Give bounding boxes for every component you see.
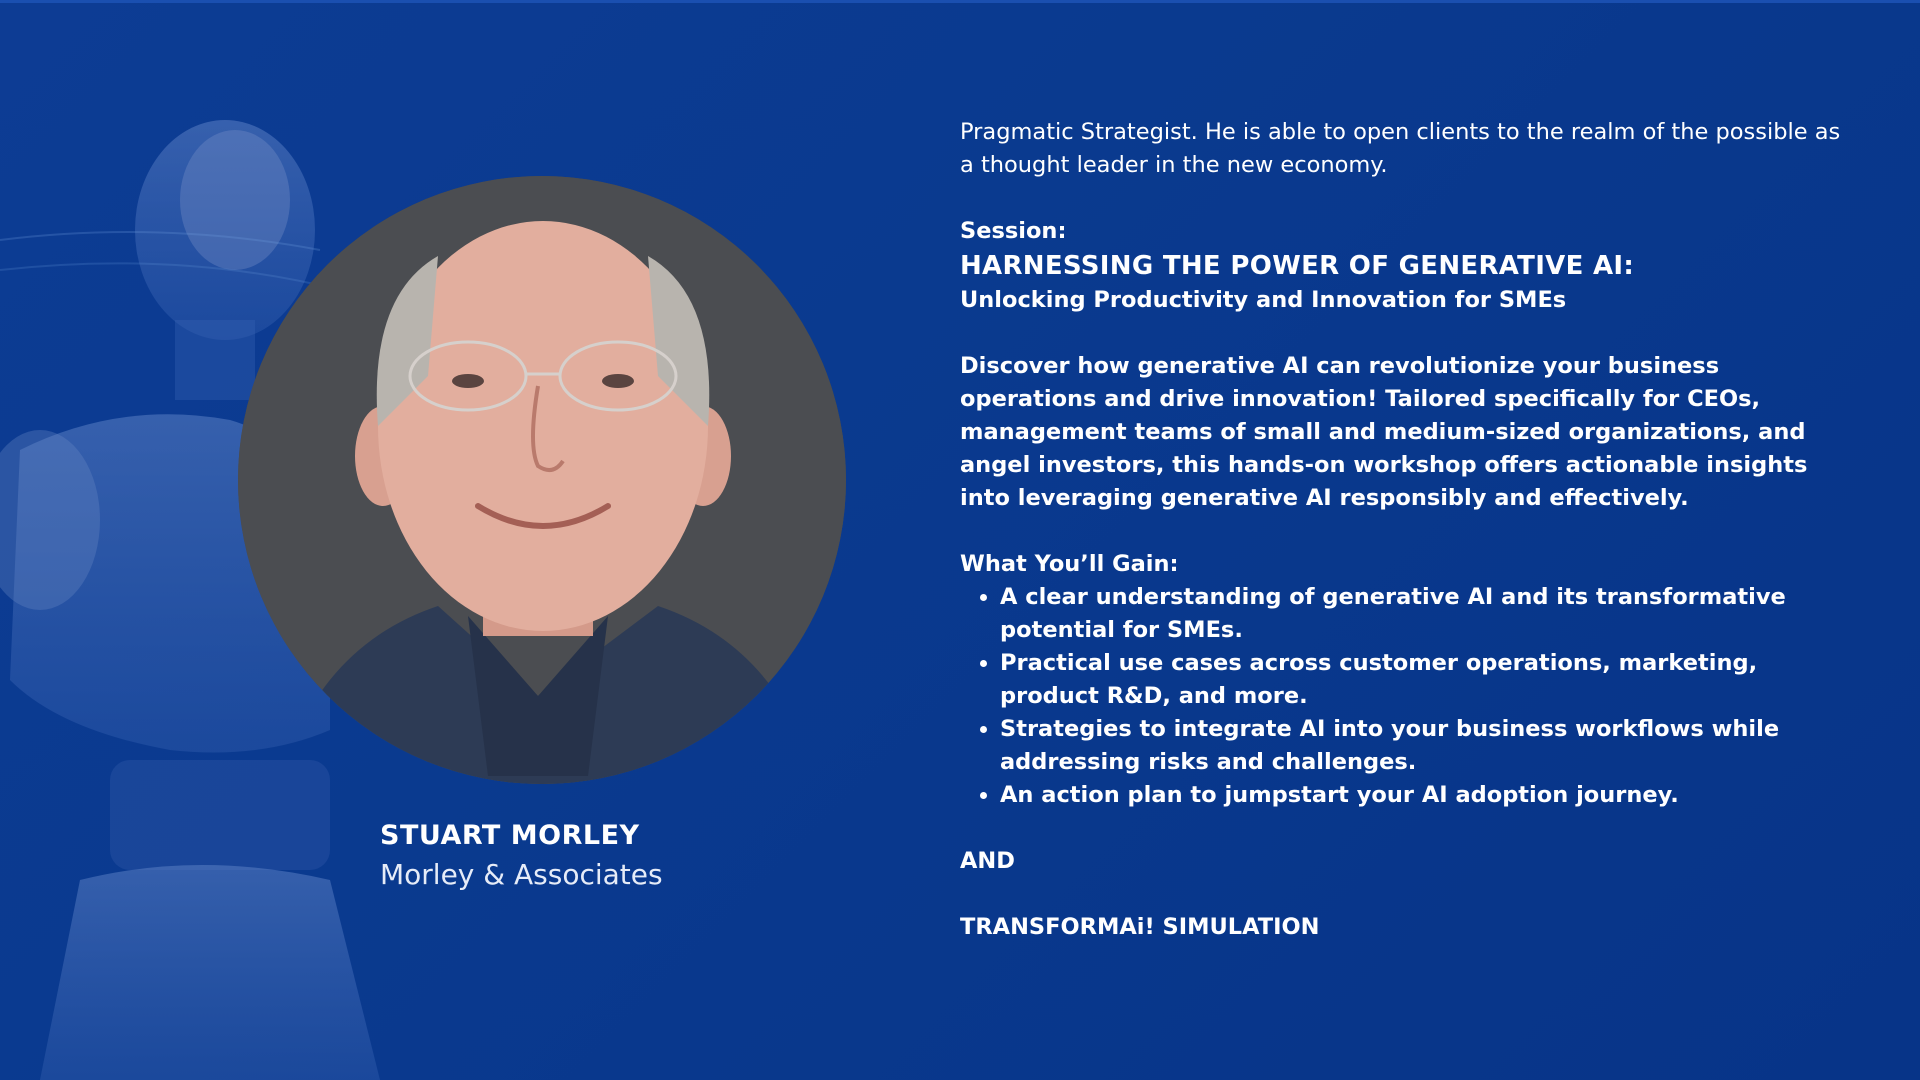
gains-list-item: • Practical use cases across customer operations, marketing, product R&D, and more.: [1000, 647, 1860, 713]
speaker-organization: Morley & Associates: [380, 858, 663, 891]
speaker-photo: [238, 176, 846, 784]
spacer: [960, 812, 1860, 845]
gains-heading: What You’ll Gain:: [960, 551, 1179, 577]
session-content: [960, 116, 1860, 944]
speaker-name: STUART MORLEY: [380, 820, 640, 851]
spacer: [960, 317, 1860, 350]
bio-intro: Pragmatic Strategist. He is able to open clients to the realm of the possible as a thought leader in the new economy.: [960, 119, 1841, 178]
session-description: Discover how generative AI can revolutionize your business operations and drive innovation! Tailored specifically for CEOs, management teams of small and medium-sized organizations, and angel investors, this hands-on workshop offers actionable insights into leveraging generative AI responsibly and effectively.: [960, 353, 1808, 511]
spacer: [960, 515, 1860, 548]
gains-list-item: • Strategies to integrate AI into your business workflows while addressing risks and challenges.: [1000, 713, 1860, 779]
simulation-label: TRANSFORMAi! SIMULATION: [960, 914, 1320, 940]
session-title: HARNESSING THE POWER OF GENERATIVE AI:: [960, 251, 1635, 281]
gains-list-item: • An action plan to jumpstart your AI adoption journey.: [1000, 779, 1860, 812]
and-label: AND: [960, 848, 1015, 874]
session-subtitle: Unlocking Productivity and Innovation for SMEs: [960, 287, 1567, 313]
gains-list-item: • A clear understanding of generative AI and its transformative potential for SMEs.: [1000, 581, 1860, 647]
spacer: [960, 878, 1860, 911]
gains-list: [960, 581, 1860, 812]
session-label: Session:: [960, 218, 1067, 244]
spacer: [960, 182, 1860, 215]
